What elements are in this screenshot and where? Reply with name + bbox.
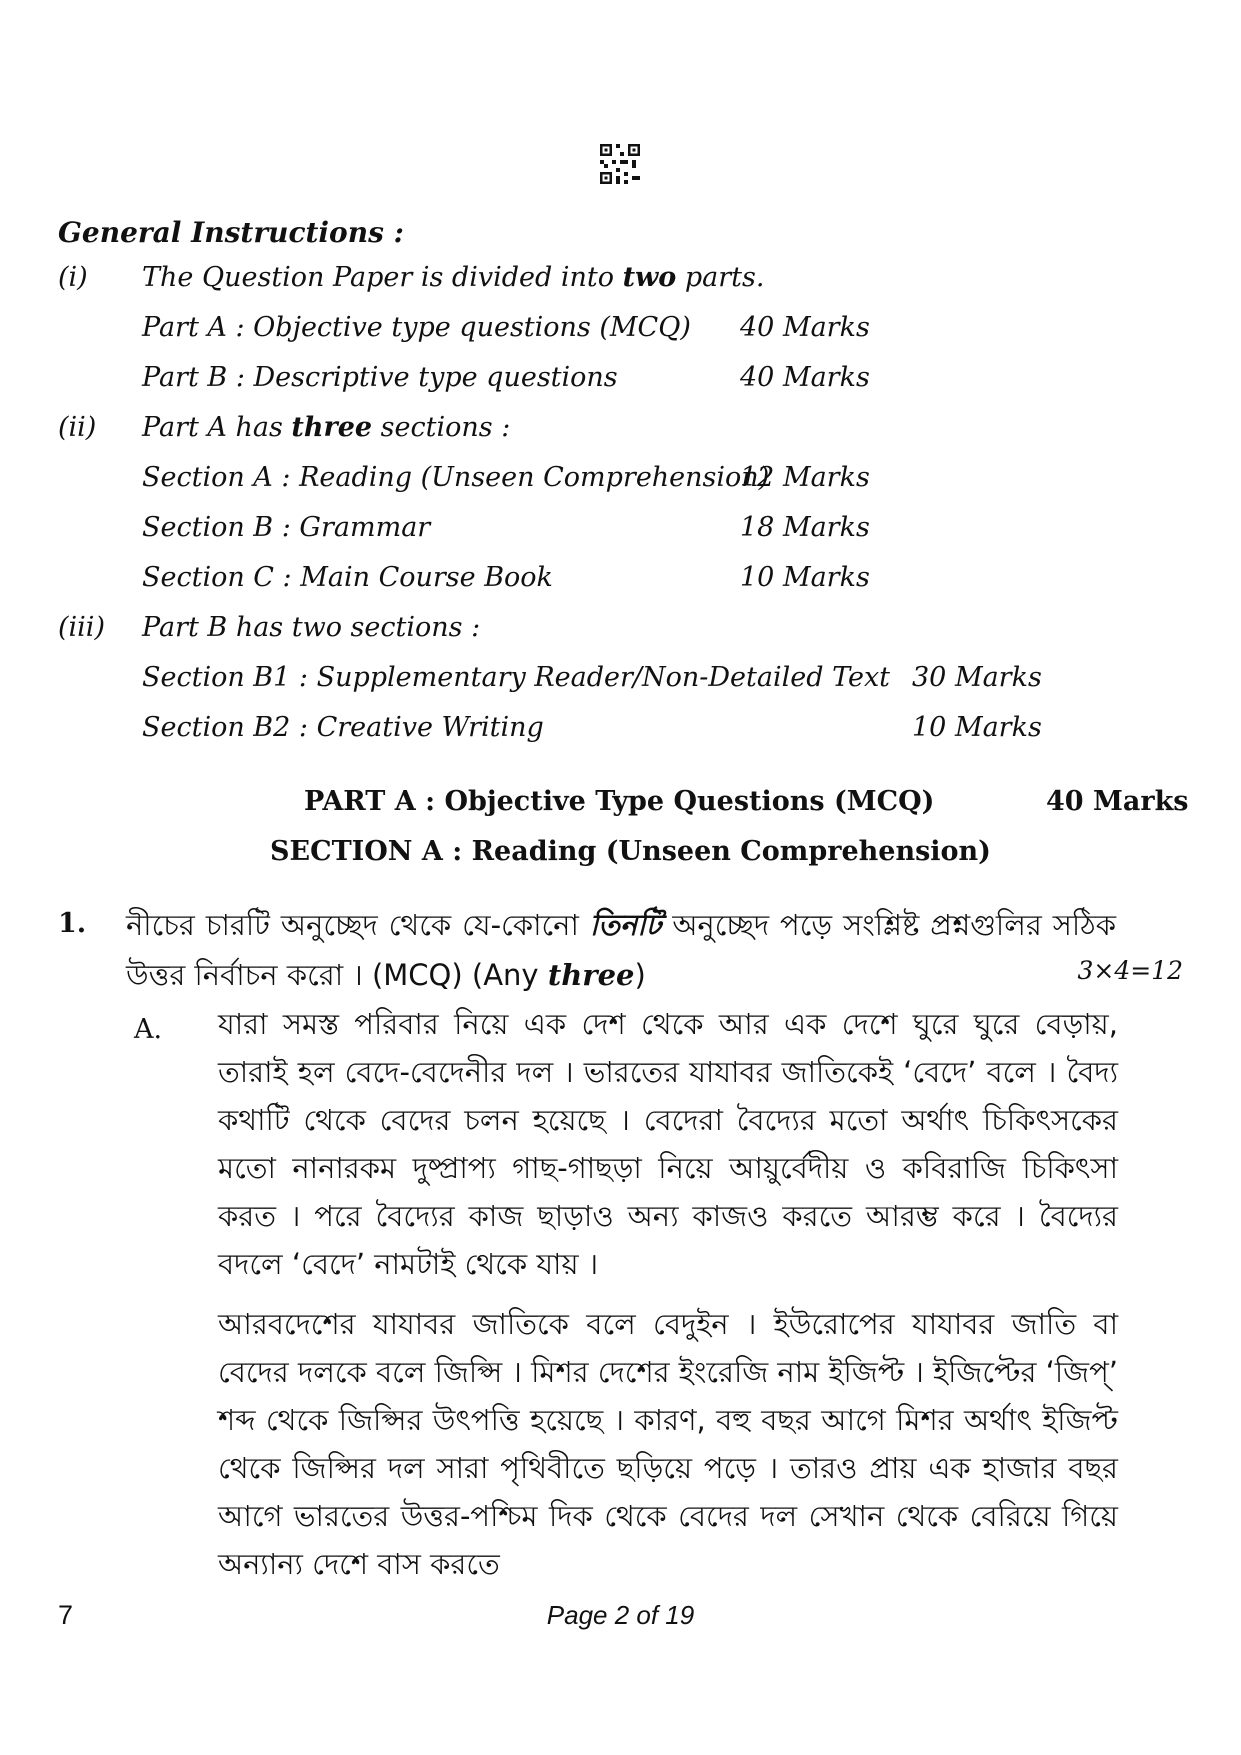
page-number: Page 2 of 19	[546, 1600, 695, 1630]
instruction-number: (iii)	[58, 612, 105, 643]
question-marks: 3×4=12	[1077, 956, 1183, 985]
passage-paragraph: আরবদেশের যাযাবর জাতিকে বলে বেদুইন । ইউরোপের যাযাবর জাতি বা বেদের দলকে বলে জিপ্সি । মিশর দেশের ইংরেজি নাম ইজিপ্ট । ইজিপ্টের ‘জিপ্’ শব্দ থেকে জিপ্সির উৎপত্তি হয়েছে । কারণ, বহু বছর আগে মিশর অর্থাৎ ইজিপ্ট থেকে জিপ্সির দল সারা পৃথিবীতে ছড়িয়ে পড়ে । তারও প্রায় এক হাজার বছর আগে ভারতের উত্তর-পশ্চিম দিক থেকে বেদের দল সেখান থেকে বেরিয়ে গিয়ে অন্যান্য দেশে বাস করতে	[218, 1307, 1118, 1581]
instruction-sub-label: Part B : Descriptive type questions	[142, 362, 618, 393]
instruction-sub-label: Section A : Reading (Unseen Comprehension)	[142, 462, 770, 493]
instruction-sub-marks: 12 Marks	[740, 462, 870, 493]
passage-paragraph: যারা সমস্ত পরিবার নিয়ে এক দেশ থেকে আর এক দেশে ঘুরে ঘুরে বেড়ায়, তারাই হল বেদে-বেদেনীর দল । ভারতের যাযাবর জাতিকেই ‘বেদে’ বলে । বৈদ্য কথাটি থেকে বেদের চলন হয়েছে । বেদেরা বৈদ্যের মতো অর্থাৎ চিকিৎসকের মতো নানারকম দুষ্প্রাপ্য গাছ-গাছড়া নিয়ে আয়ুর্বেদীয় ও কবিরাজি চিকিৎসা করত । পরে বৈদ্যের কাজ ছাড়াও অন্য কাজও করতে আরম্ভ করে । বৈদ্যের বদলে ‘বেদে’ নামটাই থেকে যায় ।	[218, 1007, 1118, 1281]
section-a-heading: SECTION A : Reading (Unseen Comprehension)	[270, 836, 991, 867]
part-a-heading: PART A : Objective Type Questions (MCQ)	[304, 786, 935, 817]
paper-code: 7	[58, 1600, 74, 1630]
instruction-text: Part B has two sections :	[142, 612, 481, 643]
instruction-number: (i)	[58, 262, 88, 293]
instruction-sub-marks: 10 Marks	[912, 712, 1042, 743]
instruction-sub-marks: 40 Marks	[740, 362, 870, 393]
instruction-sub-label: Section B2 : Creative Writing	[142, 712, 544, 743]
instruction-sub-label: Part A : Objective type questions (MCQ)	[142, 312, 691, 343]
instruction-text: The Question Paper is divided into two parts.	[142, 262, 765, 293]
instruction-sub-marks: 10 Marks	[740, 562, 870, 593]
question-number: 1.	[58, 908, 87, 939]
general-instructions-title: General Instructions :	[58, 216, 404, 249]
instruction-sub-marks: 18 Marks	[740, 512, 870, 543]
qr-code-icon	[600, 144, 640, 184]
passage-label: A.	[134, 1014, 163, 1045]
instruction-sub-label: Section C : Main Course Book	[142, 562, 553, 593]
instruction-text: Part A has three sections :	[142, 412, 511, 443]
question-text: নীচের চারটি অনুচ্ছেদ থেকে যে-কোনো তিনটি অনুচ্ছেদ পড়ে সংশ্লিষ্ট প্রশ্নগুলির সঠিক উত্তর নির্বাচন করো । (MCQ) (Any three)	[126, 908, 1116, 992]
instruction-sub-label: Section B1 : Supplementary Reader/Non-Detailed Text	[142, 662, 891, 693]
instruction-sub-marks: 30 Marks	[912, 662, 1042, 693]
instruction-sub-marks: 40 Marks	[740, 312, 870, 343]
part-a-marks: 40 Marks	[1046, 786, 1189, 817]
instruction-number: (ii)	[58, 412, 97, 443]
instruction-sub-label: Section B : Grammar	[142, 512, 431, 543]
